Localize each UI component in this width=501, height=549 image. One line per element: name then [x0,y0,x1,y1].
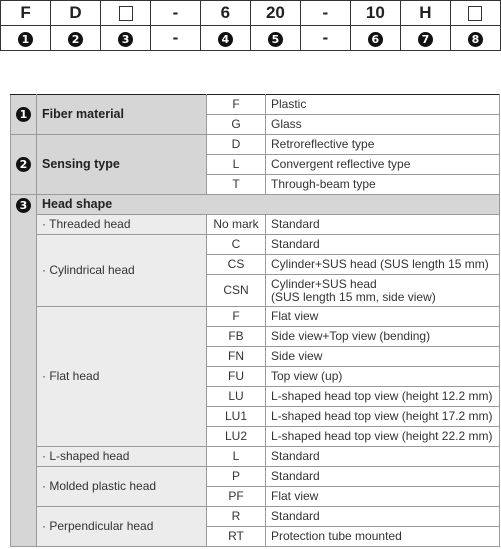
option-mark: F [207,95,266,115]
code-cell-3 [101,1,151,26]
position-dash: - [300,26,350,51]
table-row [11,195,500,215]
sensing-type-num-icon: 2 [16,157,31,172]
option-mark: LU [207,387,266,407]
code-cell-7: - [300,1,350,26]
option-mark: L [207,155,266,175]
option-desc: Plastic [266,95,500,115]
code-cell-9: H [400,1,450,26]
blank-box-icon [119,6,133,21]
position-1-icon: 1 [18,32,33,47]
option-desc-line1: Cylinder+SUS head [271,276,377,291]
table-row [11,235,500,255]
table-row [11,215,500,235]
fiber-material-num-icon: 1 [16,107,31,122]
option-desc: Retroreflective type [266,135,500,155]
option-mark: No mark [207,215,266,235]
position-dash: - [151,26,201,51]
option-desc: Standard [266,467,500,487]
position-6-icon: 6 [368,32,383,47]
code-letter-row [1,1,501,26]
option-mark: FB [207,327,266,347]
option-mark: FN [207,347,266,367]
option-mark: PF [207,487,266,507]
option-desc: Side view [266,347,500,367]
table-row [11,507,500,527]
option-mark: RT [207,527,266,547]
table-row [11,95,500,115]
option-desc: Standard [266,235,500,255]
position-7-icon: 7 [418,32,433,47]
model-code-grid [0,0,501,51]
code-cell-5: 6 [200,1,250,26]
subgroup-label: · Cylindrical head [37,235,207,307]
subgroup-label: · L-shaped head [37,447,207,467]
table-row [11,467,500,487]
subgroup-label: · Threaded head [37,215,207,235]
option-desc: Top view (up) [266,367,500,387]
option-mark: D [207,135,266,155]
option-mark: T [207,175,266,195]
spec-table [10,94,500,547]
option-desc: L-shaped head top view (height 22.2 mm) [266,427,500,447]
code-cell-10 [450,1,500,26]
sensing-type-label: Sensing type [37,135,207,195]
option-mark: C [207,235,266,255]
option-desc: Standard [266,447,500,467]
option-mark: P [207,467,266,487]
position-3-icon: 3 [118,32,133,47]
head-shape-label: Head shape [37,195,500,215]
option-desc: Glass [266,115,500,135]
option-mark: G [207,115,266,135]
blank-box-icon [468,6,482,21]
option-mark: F [207,307,266,327]
code-cell-2: D [51,1,101,26]
subgroup-label: · Perpendicular head [37,507,207,547]
position-2-icon: 2 [68,32,83,47]
position-8-icon: 8 [468,32,483,47]
option-mark: R [207,507,266,527]
option-desc: Cylinder+SUS head (SUS length 15 mm) [266,255,500,275]
option-mark: CS [207,255,266,275]
option-desc: L-shaped head top view (height 12.2 mm) [266,387,500,407]
code-cell-4: - [151,1,201,26]
position-5-icon: 5 [268,32,283,47]
option-desc: Standard [266,215,500,235]
table-row [11,135,500,155]
option-desc: Convergent reflective type [266,155,500,175]
code-cell-8: 10 [350,1,400,26]
option-mark: LU2 [207,427,266,447]
subgroup-label: · Molded plastic head [37,467,207,507]
option-desc: Flat view [266,487,500,507]
option-desc: Through-beam type [266,175,500,195]
code-cell-1: F [1,1,51,26]
position-4-icon: 4 [218,32,233,47]
head-shape-num-icon: 3 [16,198,31,213]
option-desc-line2: (SUS length 15 mm, side view) [271,289,436,304]
option-mark: CSN [207,275,266,307]
option-desc: L-shaped head top view (height 17.2 mm) [266,407,500,427]
option-mark: LU1 [207,407,266,427]
code-cell-6: 20 [250,1,300,26]
option-desc: Protection tube mounted [266,527,500,547]
option-desc: Side view+Top view (bending) [266,327,500,347]
option-desc: Flat view [266,307,500,327]
table-row [11,447,500,467]
option-mark: L [207,447,266,467]
fiber-material-label: Fiber material [37,95,207,135]
code-position-row [1,26,501,51]
option-desc: Standard [266,507,500,527]
subgroup-label: · Flat head [37,307,207,447]
option-mark: FU [207,367,266,387]
table-row [11,307,500,327]
option-desc [266,275,500,307]
